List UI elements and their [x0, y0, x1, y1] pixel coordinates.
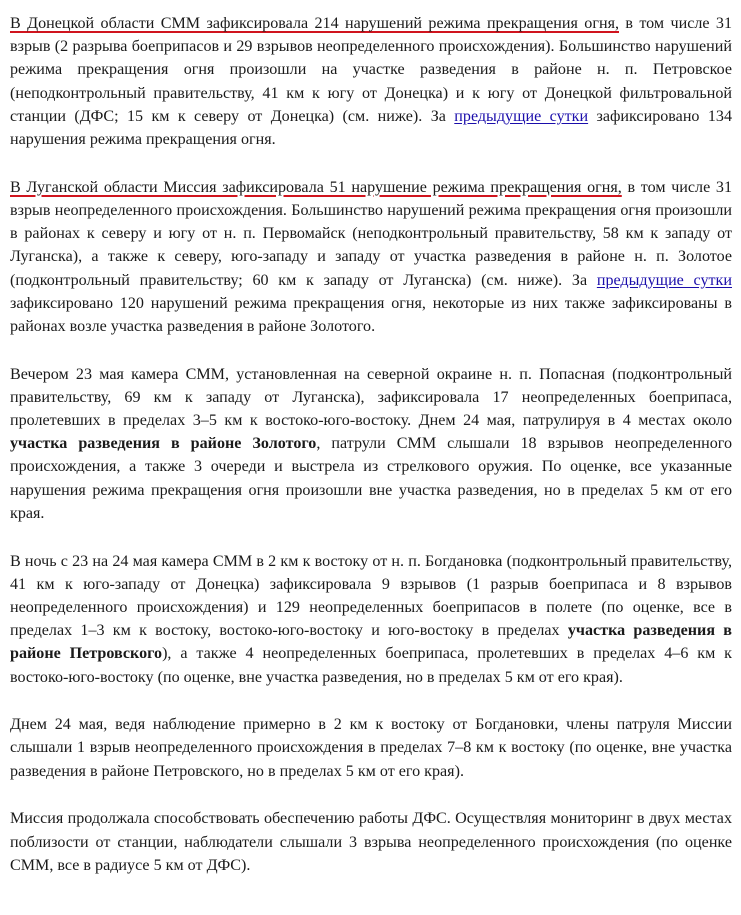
luhansk-body-text: в том числе 31 взрыв неопределенного происхождения. Большинство нарушений режима прекращения огня произошли в районах к северу и югу от н. п. Первомайск (неподконтрольный правительству, 58 км к западу от Луганска), а также к северу, юго-западу и западу от участка разведения в районе н. п. Золотое (подконтрольный правительству; 60 км к западу от Луганска) (см. ниже). За	[10, 178, 733, 289]
previous-day-link-donetsk[interactable]: предыдущие сутки	[454, 107, 589, 125]
bohdanivka-day-text: Днем 24 мая, ведя наблюдение примерно в 2 км к востоку от Богдановки, члены патруля Миссии слышали 1 взрыв неопределенного происхождения в пределах 7–8 км к востоку (по оценке, вне участка разведения в районе Петровского, но в пределах 5 км от его края).	[10, 716, 732, 780]
popasna-body-text: Вечером 23 мая камера СММ, установленная на северной окраине н. п. Попасная (подконтрольный правительству, 69 км к западу от Луганска), зафиксировала 17 неопределенных боеприпаса, пролетевших в пределах 3–5 км к востоко-юго-востоку. Днем 24 мая, патрулируя в 4 местах около	[10, 365, 732, 430]
paragraph-luhansk	[10, 176, 732, 338]
donetsk-body-text: в том числе 31 взрыв (2 разрыва боеприпасов и 29 взрывов неопределенного происхождения). Большинство нарушений режима прекращения огня произошли на участке разведения в районе н. п. Петровское (неподконтрольный правительству, 41 км к югу от Донецка) и к югу от Донецкой фильтровальной станции (ДФС; 15 км к северу от Донецка) (см. ниже). За	[10, 15, 732, 125]
donetsk-lead-sentence: В Донецкой области СММ зафиксировала 214 нарушений режима прекращения огня,	[10, 15, 619, 32]
paragraph-dfs	[10, 807, 732, 877]
bohdanivka-night-text-end: ), а также 4 неопределенных боеприпаса, пролетевших в пределах 4–6 км к востоко-юго-востоку (по оценке, вне участка разведения, но в пределах 5 км от его края).	[10, 645, 732, 686]
zolote-disengagement-area: участка разведения в районе Золотого	[10, 435, 317, 453]
paragraph-bohdanivka-night	[10, 550, 732, 689]
popasna-body-text-end: , патрули СММ слышали 18 взрывов неопределенного происхождения, а также 3 очереди и выстрела из стрелкового оружия. По оценке, все указанные нарушения режима прекращения огня произошли вне участка разведения, но в пределах 5 км от его края.	[10, 435, 732, 522]
petrivske-disengagement-area: участка разведения в районе Петровского	[10, 622, 732, 663]
luhansk-body-text-end: зафиксировано 120 нарушений режима прекращения огня, некоторые из них также зафиксированы в районах возле участка разведения в районе Золотого.	[10, 294, 732, 335]
document-body	[10, 12, 732, 877]
bohdanivka-night-text: В ночь с 23 на 24 мая камера СММ в 2 км к востоку от н. п. Богдановка (подконтрольный правительству, 41 км к юго-западу от Донецка) зафиксировала 9 взрывов (1 разрыв боеприпаса и 8 взрывов неопределенного происхождения) и 129 неопределенных боеприпасов в полете (по оценке, все в пределах 1–3 км к востоку, востоко-юго-востоку и юго-востоку в пределах	[10, 552, 732, 640]
dfs-text: Миссия продолжала способствовать обеспечению работы ДФС. Осуществляя мониторинг в двух местах поблизости от станции, наблюдатели слышали 3 взрыва неопределенного происхождения (по оценке СММ, все в радиусе 5 км от ДФС).	[10, 810, 732, 874]
luhansk-lead-sentence: В Луганской области Миссия зафиксировала 51 нарушение режима прекращения огня,	[10, 178, 622, 196]
paragraph-donetsk	[10, 12, 732, 151]
paragraph-bohdanivka-day	[10, 713, 732, 783]
donetsk-body-text-end: зафиксировано 134 нарушения режима прекращения огня.	[10, 107, 732, 149]
paragraph-popasna	[10, 363, 732, 525]
previous-day-link-luhansk[interactable]: предыдущие сутки	[596, 271, 732, 289]
